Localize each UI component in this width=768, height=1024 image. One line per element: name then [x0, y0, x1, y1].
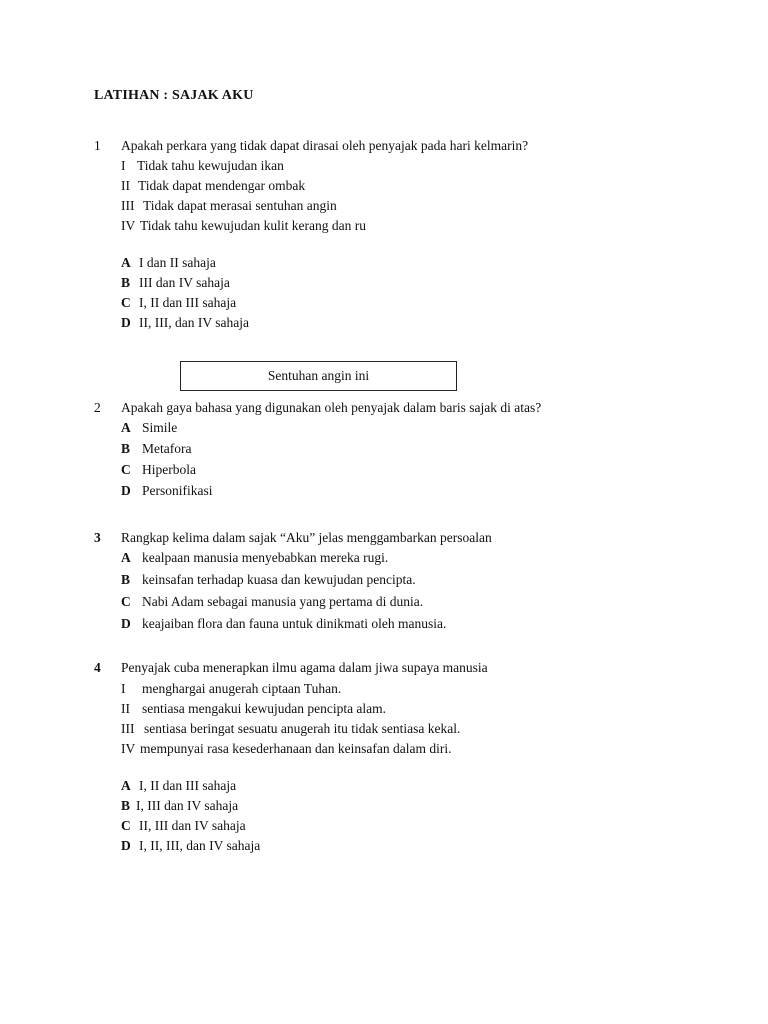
answer-option[interactable] — [94, 481, 694, 502]
option-text: I, II dan III sahaja — [139, 778, 237, 793]
answer-option[interactable] — [94, 836, 694, 856]
option-letter: C — [121, 818, 131, 833]
option-letter: B — [121, 275, 131, 290]
statement-item — [94, 739, 694, 759]
option-letter: B — [121, 441, 131, 456]
option-text: I, III dan IV sahaja — [136, 798, 239, 813]
statement-text: sentiasa beringat sesuatu anugerah itu tidak sentiasa kekal. — [144, 721, 461, 736]
option-letter: C — [121, 594, 131, 609]
statement-numeral: II — [121, 178, 130, 193]
option-letter: A — [121, 255, 131, 270]
option-letter: D — [121, 315, 131, 330]
option-letter: C — [121, 295, 131, 310]
question-2 — [94, 398, 694, 502]
answer-option[interactable] — [94, 293, 694, 313]
question-number: 4 — [94, 660, 101, 675]
answer-option[interactable] — [94, 460, 694, 481]
option-text: Nabi Adam sebagai manusia yang pertama di dunia. — [142, 594, 424, 609]
option-text: I dan II sahaja — [139, 255, 216, 270]
option-text: Hiperbola — [142, 462, 196, 477]
answer-option[interactable] — [94, 418, 694, 439]
option-text: III dan IV sahaja — [139, 275, 230, 290]
option-letter: A — [121, 420, 131, 435]
question-text: Rangkap kelima dalam sajak “Aku” jelas menggambarkan persoalan — [121, 530, 492, 545]
answer-option[interactable] — [94, 776, 694, 796]
option-letter: D — [121, 616, 131, 631]
option-text: I, II dan III sahaja — [139, 295, 237, 310]
statement-numeral: IV — [121, 741, 136, 756]
statement-text: Tidak tahu kewujudan kulit kerang dan ru — [140, 218, 366, 233]
question-text: Apakah perkara yang tidak dapat dirasai oleh penyajak pada hari kelmarin? — [121, 138, 529, 153]
option-text: kealpaan manusia menyebabkan mereka rugi. — [142, 550, 389, 565]
option-text: Metafora — [142, 441, 192, 456]
statement-numeral: I — [121, 681, 126, 696]
answer-option[interactable] — [94, 816, 694, 836]
option-text: Simile — [142, 420, 178, 435]
statement-text: menghargai anugerah ciptaan Tuhan. — [142, 681, 342, 696]
option-letter: A — [121, 778, 131, 793]
answer-option[interactable] — [94, 548, 694, 570]
answer-option[interactable] — [94, 439, 694, 460]
question-number: 2 — [94, 400, 101, 415]
question-1 — [94, 136, 694, 333]
option-letter: B — [121, 798, 131, 813]
answer-option[interactable] — [94, 614, 694, 636]
option-letter: C — [121, 462, 131, 477]
statement-text: Tidak tahu kewujudan ikan — [137, 158, 284, 173]
option-letter: D — [121, 838, 131, 853]
poem-line-text: Sentuhan angin ini — [267, 368, 370, 383]
option-text: I, II, III, dan IV sahaja — [139, 838, 261, 853]
answer-option[interactable] — [94, 273, 694, 293]
statement-item — [94, 679, 694, 699]
option-text: II, III, dan IV sahaja — [139, 315, 249, 330]
option-letter: B — [121, 572, 131, 587]
question-4 — [94, 658, 694, 856]
option-letter: A — [121, 550, 131, 565]
question-number: 1 — [94, 138, 101, 153]
statement-numeral: II — [121, 701, 130, 716]
statement-text: sentiasa mengakui kewujudan pencipta alam. — [142, 701, 387, 716]
statement-text: Tidak dapat mendengar ombak — [138, 178, 306, 193]
question-number: 3 — [94, 530, 101, 545]
poem-line-box — [180, 361, 457, 391]
statement-numeral: III — [121, 721, 135, 736]
option-text: keinsafan terhadap kuasa dan kewujudan pencipta. — [142, 572, 416, 587]
answer-option[interactable] — [94, 796, 694, 816]
statement-text: mempunyai rasa kesederhanaan dan keinsafan dalam diri. — [140, 741, 452, 756]
question-text: Penyajak cuba menerapkan ilmu agama dalam jiwa supaya manusia — [121, 660, 488, 675]
answer-option[interactable] — [94, 313, 694, 333]
statement-numeral: IV — [121, 218, 136, 233]
option-text: Personifikasi — [142, 483, 213, 498]
statement-text: Tidak dapat merasai sentuhan angin — [143, 198, 337, 213]
question-3 — [94, 528, 694, 636]
option-letter: D — [121, 483, 131, 498]
statement-numeral: III — [121, 198, 135, 213]
page-title: LATIHAN : SAJAK AKU — [94, 88, 254, 103]
statement-item — [94, 176, 694, 196]
answer-option[interactable] — [94, 592, 694, 614]
statement-item — [94, 196, 694, 216]
statement-item — [94, 699, 694, 719]
option-text: II, III dan IV sahaja — [139, 818, 246, 833]
answer-option[interactable] — [94, 570, 694, 592]
statement-item — [94, 719, 694, 739]
statement-item — [94, 216, 694, 236]
answer-option[interactable] — [94, 253, 694, 273]
statement-numeral: I — [121, 158, 126, 173]
question-text: Apakah gaya bahasa yang digunakan oleh penyajak dalam baris sajak di atas? — [121, 400, 542, 415]
option-text: keajaiban flora dan fauna untuk dinikmati oleh manusia. — [142, 616, 447, 631]
statement-item — [94, 156, 694, 176]
